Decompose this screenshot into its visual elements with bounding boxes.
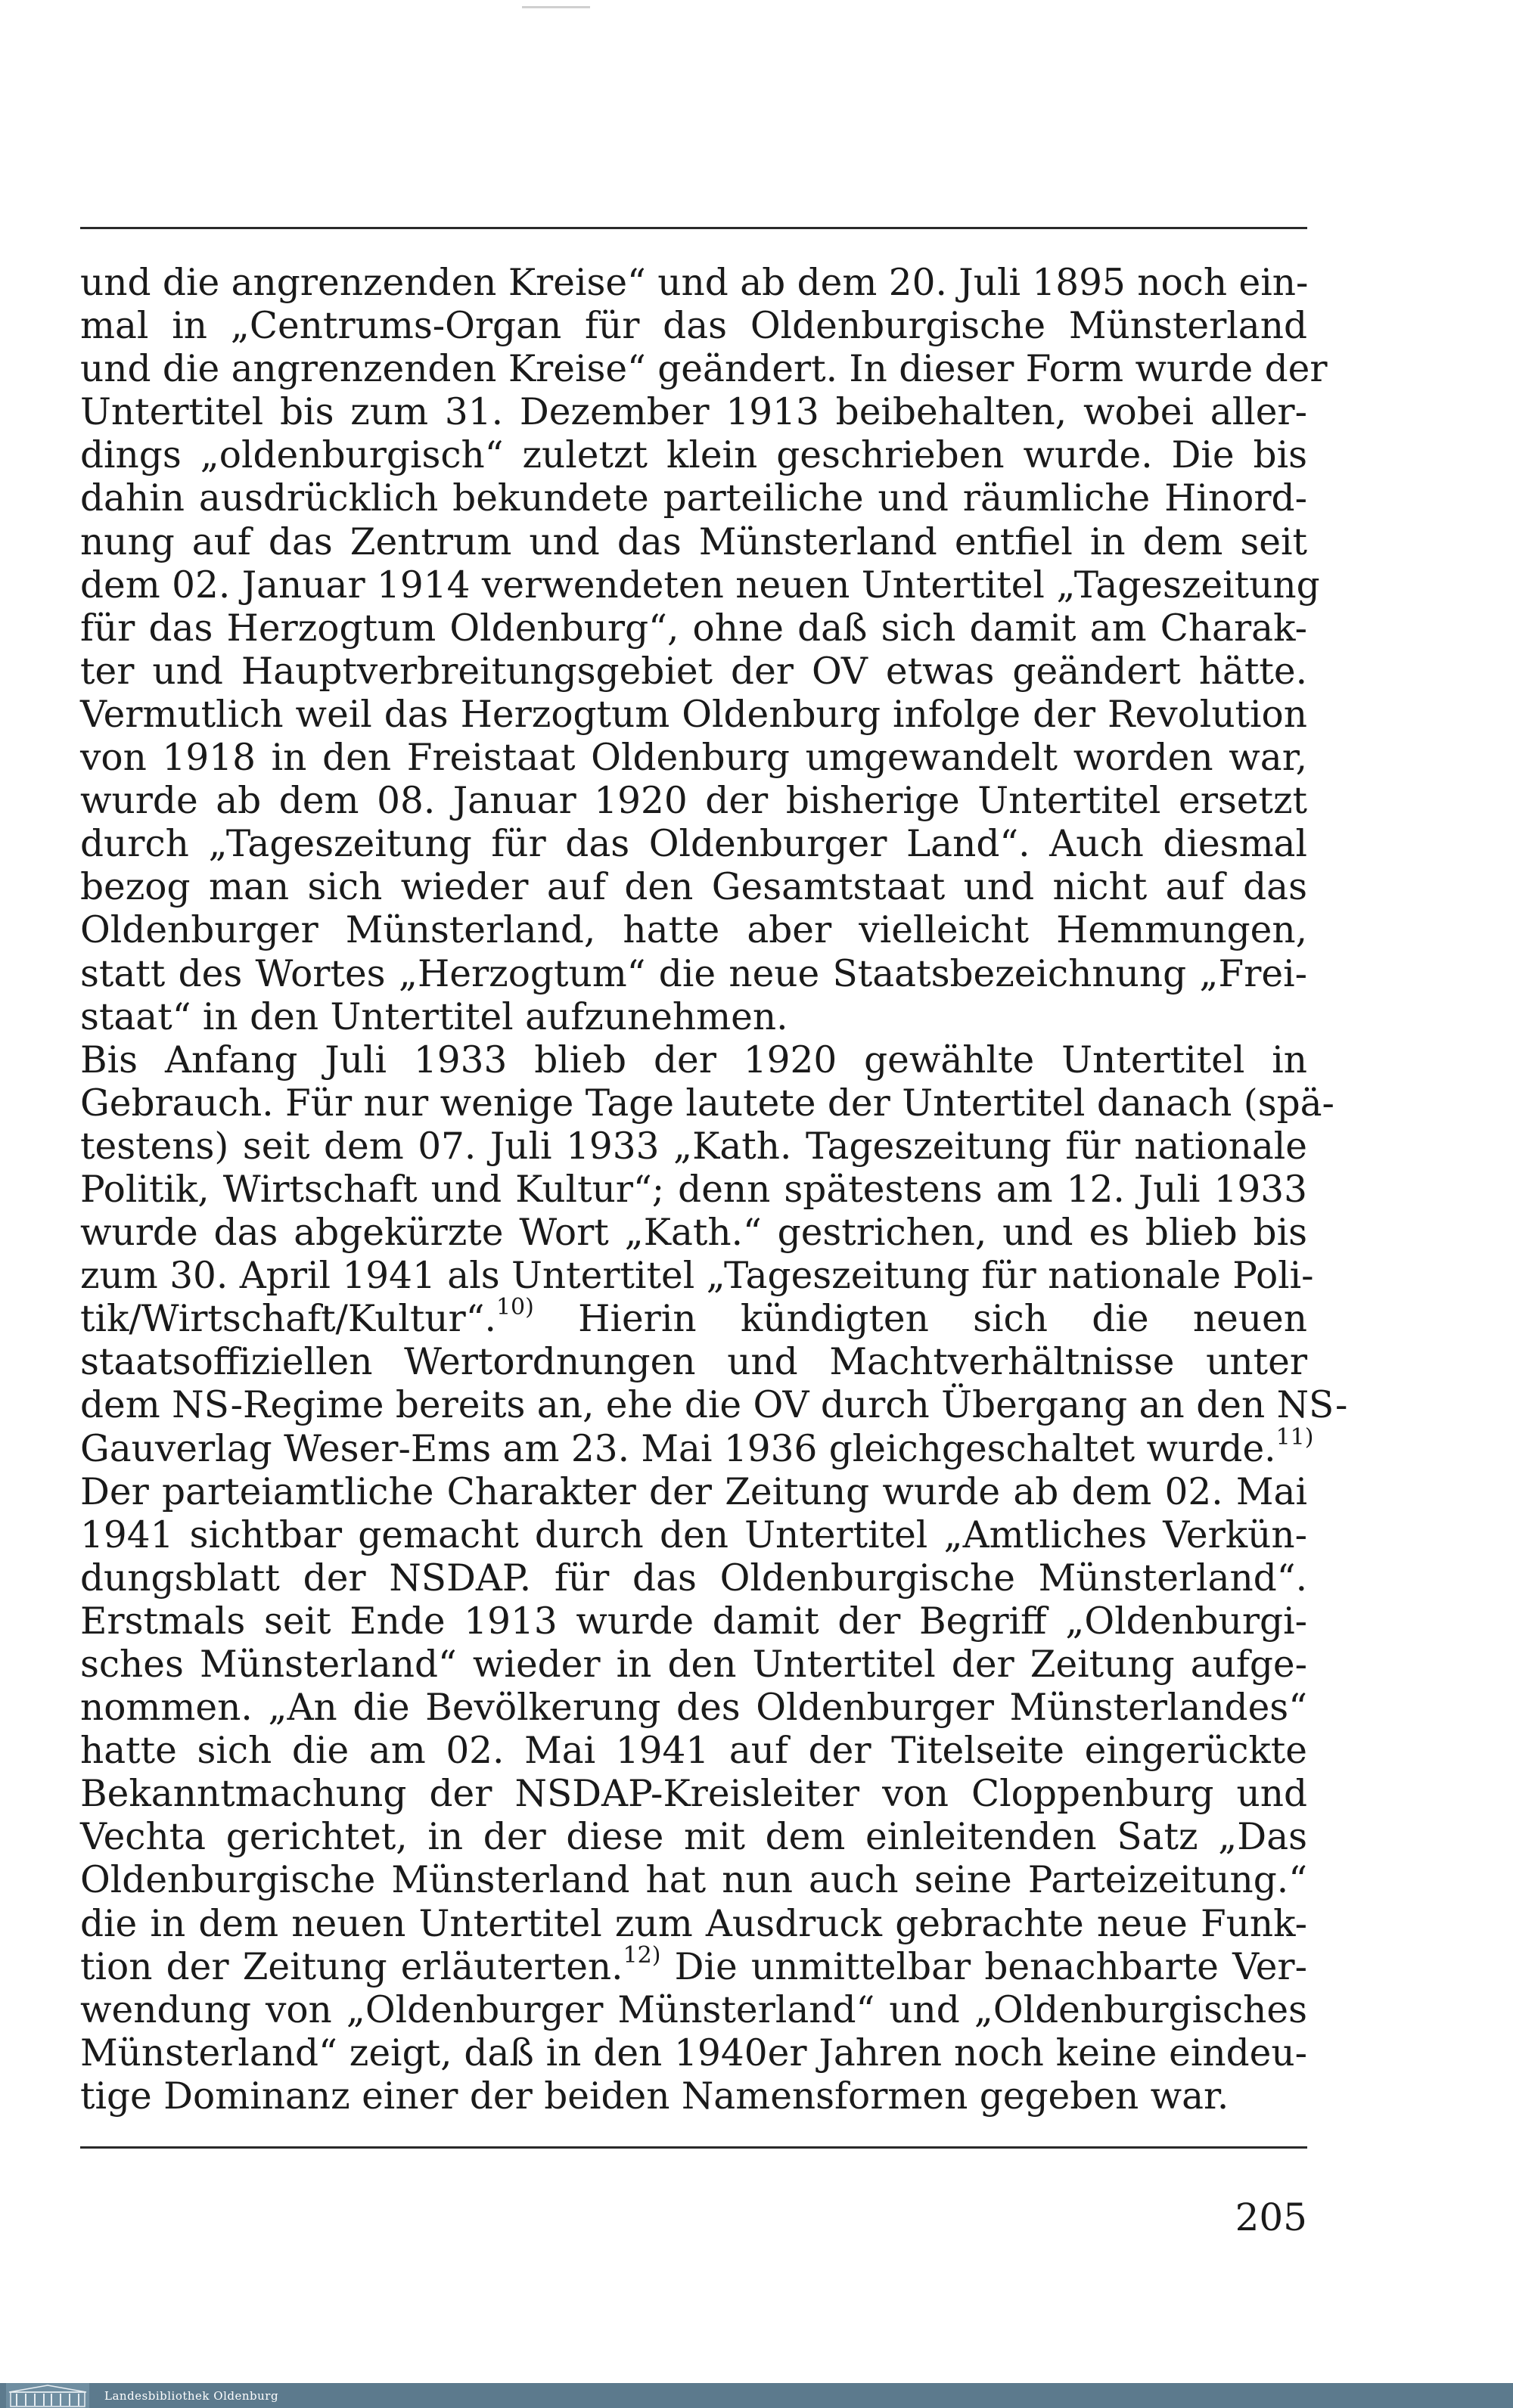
text-line: statt des Wortes „Herzogtum“ die neue Staatsbezeichnung „Frei- — [80, 952, 1307, 995]
text-line — [80, 1941, 1307, 1989]
text-line: dungsblatt der NSDAP. für das Oldenburgische Münsterland“. — [80, 1556, 1307, 1600]
text-line: 1941 sichtbar gemacht durch den Untertitel „Amtliches Verkün- — [80, 1513, 1307, 1556]
text-line: Bekanntmachung der NSDAP-Kreisleiter von Cloppenburg und — [80, 1773, 1307, 1816]
text-line: staat“ in den Untertitel aufzunehmen. — [80, 995, 788, 1038]
text-line: Münsterland“ zeigt, daß in den 1940er Jahren noch keine eindeu- — [80, 2031, 1307, 2074]
text-line: Bis Anfang Juli 1933 blieb der 1920 gewählte Untertitel in — [80, 1038, 1307, 1081]
text-line: wurde das abgekürzte Wort „Kath.“ gestrichen, und es blieb bis — [80, 1212, 1307, 1255]
text-line: Der parteiamtliche Charakter der Zeitung wurde ab dem 02. Mai — [80, 1470, 1307, 1513]
body-text — [80, 262, 1348, 2118]
text-line — [80, 1423, 1314, 1471]
scan-top-mark — [522, 6, 590, 8]
text-line: tige Dominanz einer der beiden Namensformen gegeben war. — [80, 2074, 1229, 2118]
page-number: 205 — [1235, 2195, 1307, 2239]
text-line: Politik, Wirtschaft und Kultur“; denn spätestens am 12. Juli 1933 — [80, 1168, 1307, 1211]
text-fragment: Die unmittelbar benachbarte Ver- — [660, 1945, 1307, 1988]
text-line: Gebrauch. Für nur wenige Tage lautete der Untertitel danach (spä- — [80, 1081, 1334, 1125]
text-line: Untertitel bis zum 31. Dezember 1913 beibehalten, wobei aller- — [80, 391, 1307, 434]
text-line — [80, 1294, 1307, 1341]
text-line: und die angrenzenden Kreise“ geändert. In dieser Form wurde der — [80, 348, 1328, 391]
text-line: nung auf das Zentrum und das Münsterland entfiel in dem seit — [80, 520, 1307, 563]
text-line: dem NS-Regime bereits an, ehe die OV durch Übergang an den NS- — [80, 1384, 1348, 1427]
text-line: wurde ab dem 08. Januar 1920 der bisherige Untertitel ersetzt — [80, 780, 1307, 823]
text-line: ter und Hauptverbreitungsgebiet der OV etwas geändert hätte. — [80, 650, 1307, 693]
text-line: hatte sich die am 02. Mai 1941 auf der Titelseite eingerückte — [80, 1730, 1307, 1773]
text-line: Vermutlich weil das Herzogtum Oldenburg infolge der Revolution — [80, 693, 1307, 736]
text-line: durch „Tageszeitung für das Oldenburger Land“. Auch diesmal — [80, 823, 1307, 866]
text-line: die in dem neuen Untertitel zum Ausdruck gebrachte neue Funk- — [80, 1902, 1307, 1945]
text-line: dem 02. Januar 1914 verwendeten neuen Untertitel „Tageszeitung — [80, 563, 1320, 607]
text-line: testens) seit dem 07. Juli 1933 „Kath. Tageszeitung für nationale — [80, 1125, 1307, 1168]
text-fragment: tik/Wirtschaft/Kultur“. — [80, 1298, 496, 1341]
text-line: Oldenburger Münsterland, hatte aber vielleicht Hemmungen, — [80, 909, 1307, 952]
text-line: Oldenburgische Münsterland hat nun auch seine Parteizeitung.“ — [80, 1859, 1307, 1902]
text-line: sches Münsterland“ wieder in den Untertitel der Zeitung aufge- — [80, 1643, 1307, 1686]
text-line: Vechta gerichtet, in der diese mit dem einleitenden Satz „Das — [80, 1816, 1307, 1859]
text-fragment: Hierin kündigten sich die neuen — [533, 1298, 1307, 1341]
library-footer — [0, 2383, 1513, 2408]
text-line: staatsoffiziellen Wertordnungen und Machtverhältnisse unter — [80, 1341, 1307, 1384]
text-line: nommen. „An die Bevölkerung des Oldenburger Münsterlandes“ — [80, 1687, 1307, 1730]
text-line: wendung von „Oldenburger Münsterland“ und „Oldenburgisches — [80, 1988, 1307, 2031]
text-line: zum 30. April 1941 als Untertitel „Tageszeitung für nationale Poli- — [80, 1255, 1314, 1298]
text-line: dahin ausdrücklich bekundete parteiliche und räumliche Hinord- — [80, 477, 1307, 520]
text-fragment: tion der Zeitung erläuterten. — [80, 1945, 623, 1988]
text-line: mal in „Centrums-Organ für das Oldenburgische Münsterland — [80, 305, 1307, 348]
library-name: Landesbibliothek Oldenburg — [104, 2388, 279, 2403]
text-line: dings „oldenburgisch“ zuletzt klein geschrieben wurde. Die bis — [80, 434, 1307, 477]
footnote-marker: 10) — [496, 1294, 534, 1321]
text-line: Erstmals seit Ende 1913 wurde damit der Begriff „Oldenburgi- — [80, 1600, 1307, 1643]
top-rule — [80, 227, 1307, 229]
text-fragment: Gauverlag Weser-Ems am 23. Mai 1936 gleichgeschaltet wurde. — [80, 1427, 1276, 1470]
text-line: von 1918 in den Freistaat Oldenburg umgewandelt worden war, — [80, 737, 1307, 780]
bottom-rule — [80, 2146, 1307, 2149]
library-building-icon — [6, 2383, 89, 2408]
footnote-marker: 11) — [1275, 1423, 1314, 1451]
text-line: für das Herzogtum Oldenburg“, ohne daß sich damit am Charak- — [80, 607, 1307, 650]
text-line: bezog man sich wieder auf den Gesamtstaat und nicht auf das — [80, 866, 1307, 909]
text-line: und die angrenzenden Kreise“ und ab dem 20. Juli 1895 noch ein- — [80, 262, 1309, 304]
footnote-marker: 12) — [623, 1941, 661, 1969]
